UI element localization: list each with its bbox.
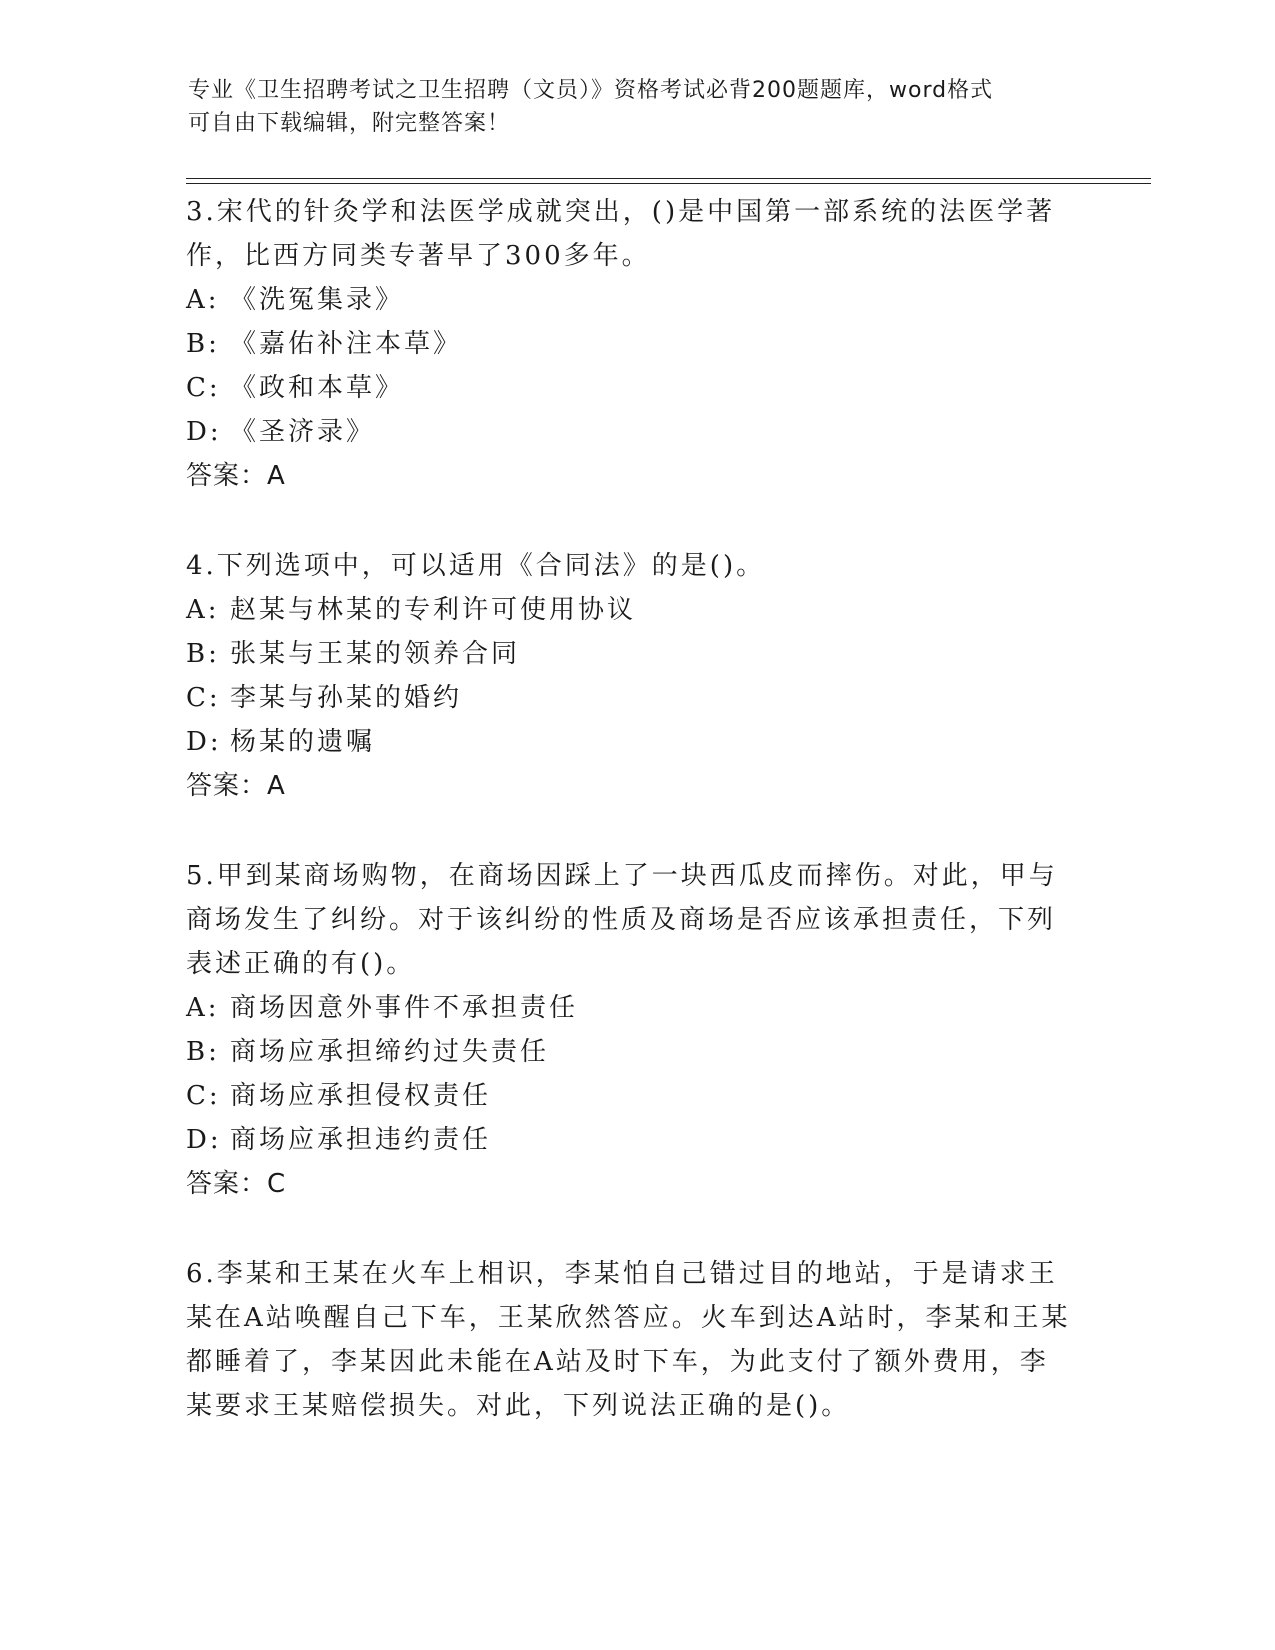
header-line-2: 可自由下载编辑，附完整答案！ bbox=[188, 111, 511, 136]
question-item bbox=[186, 190, 1076, 498]
question-text: 5.甲到某商场购物，在商场因踩上了一块西瓜皮而摔伤。对此，甲与商场发生了纠纷。对于该纠纷的性质及商场是否应该承担责任，下列表述正确的有()。 bbox=[186, 861, 1058, 979]
option-letter: B: bbox=[186, 639, 220, 669]
option-letter: A: bbox=[186, 285, 220, 315]
question-item bbox=[186, 1252, 1076, 1428]
question-item bbox=[186, 544, 1076, 808]
option-letter: B: bbox=[186, 329, 220, 359]
option-letter: B: bbox=[186, 1037, 220, 1067]
option-text: 《圣济录》 bbox=[230, 417, 376, 447]
option-a bbox=[186, 588, 1076, 632]
option-c bbox=[186, 366, 1076, 410]
option-text: 《政和本草》 bbox=[230, 373, 405, 403]
option-letter: D: bbox=[186, 417, 222, 447]
option-text: 张某与王某的领养合同 bbox=[230, 639, 521, 669]
option-d bbox=[186, 410, 1076, 454]
answer-line: 答案：A bbox=[186, 461, 286, 491]
question-text: 6.李某和王某在火车上相识，李某怕自己错过目的地站，于是请求王某在A站唤醒自己下车，王某欣然答应。火车到达A站时，李某和王某都睡着了，李某因此未能在A站及时下车，为此支付了额外费用，李某要求王某赔偿损失。对此，下列说法正确的是()。 bbox=[186, 1259, 1071, 1421]
option-text: 李某与孙某的婚约 bbox=[230, 683, 463, 713]
option-b bbox=[186, 632, 1076, 676]
option-c bbox=[186, 1074, 1076, 1118]
option-letter: A: bbox=[186, 595, 220, 625]
document-header bbox=[188, 74, 1068, 140]
option-d bbox=[186, 720, 1076, 764]
answer-line: 答案：A bbox=[186, 771, 286, 801]
option-text: 赵某与林某的专利许可使用协议 bbox=[230, 595, 637, 625]
header-divider-top bbox=[186, 178, 1151, 179]
question-list bbox=[186, 190, 1076, 1474]
option-a bbox=[186, 278, 1076, 322]
option-text: 《洗冤集录》 bbox=[230, 285, 405, 315]
header-divider-bottom bbox=[186, 183, 1151, 184]
option-c bbox=[186, 676, 1076, 720]
option-text: 《嘉佑补注本草》 bbox=[230, 329, 463, 359]
header-line-1: 专业《卫生招聘考试之卫生招聘（文员）》资格考试必背200题题库，word格式 bbox=[188, 78, 994, 103]
option-b bbox=[186, 1030, 1076, 1074]
option-letter: C: bbox=[186, 373, 221, 403]
question-item bbox=[186, 854, 1076, 1206]
option-a bbox=[186, 986, 1076, 1030]
answer-line: 答案：C bbox=[186, 1169, 287, 1199]
option-text: 商场因意外事件不承担责任 bbox=[230, 993, 579, 1023]
option-text: 商场应承担缔约过失责任 bbox=[230, 1037, 550, 1067]
question-text: 3.宋代的针灸学和法医学成就突出，()是中国第一部系统的法医学著作，比西方同类专著早了300多年。 bbox=[186, 197, 1056, 271]
option-letter: A: bbox=[186, 993, 220, 1023]
option-text: 商场应承担侵权责任 bbox=[230, 1081, 492, 1111]
option-letter: D: bbox=[186, 1125, 222, 1155]
option-text: 商场应承担违约责任 bbox=[230, 1125, 492, 1155]
option-letter: C: bbox=[186, 683, 221, 713]
option-letter: C: bbox=[186, 1081, 221, 1111]
option-b bbox=[186, 322, 1076, 366]
option-text: 杨某的遗嘱 bbox=[230, 727, 376, 757]
question-text: 4.下列选项中，可以适用《合同法》的是()。 bbox=[186, 551, 766, 581]
option-d bbox=[186, 1118, 1076, 1162]
option-letter: D: bbox=[186, 727, 222, 757]
